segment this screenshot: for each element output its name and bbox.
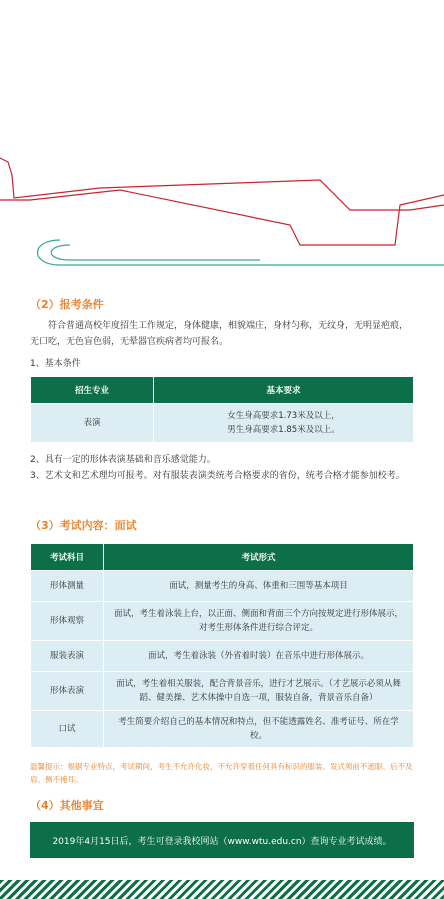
form-cell: 考生简要介绍自己的基本情况和特点，但不能透露姓名、准考证号、所在学校。 [104, 711, 414, 748]
requirement-male: 男生身高要求1.85米及以上。 [227, 425, 340, 435]
red-line-2 [0, 190, 444, 245]
score-query-box [30, 822, 414, 858]
table-row [31, 641, 414, 672]
decorative-lines [0, 0, 444, 280]
table-header-subject: 考试科目 [31, 544, 104, 571]
section3-title: （3）考试内容：面试 [30, 519, 137, 532]
condition-item-3: 3、艺术文和艺术理均可报考。对有服装表演类统考合格要求的省份，统考合格才能参加校考。 [30, 471, 405, 481]
table-header-major: 招生专业 [31, 377, 154, 404]
section2-title: （2）报考条件 [30, 298, 104, 311]
section4-title: （4）其他事宜 [30, 799, 104, 812]
major-cell: 表演 [31, 404, 154, 443]
basic-conditions-label: 1、基本条件 [30, 359, 81, 369]
subject-cell: 形体表演 [31, 672, 104, 711]
table-row [31, 602, 414, 641]
requirement-female: 女生身高要求1.73米及以上， [227, 411, 340, 421]
red-line [0, 158, 444, 210]
table-row [31, 571, 414, 602]
basic-requirements-table [30, 376, 414, 443]
teal-curve [38, 240, 444, 265]
score-query-text: 2019年4月15日后，考生可登录我校网站（www.wtu.edu.cn）查询专业考试成绩。 [52, 836, 392, 847]
subject-cell: 服装表演 [31, 641, 104, 672]
form-cell: 面试，考生着泳装上台，以正面、侧面和背面三个方向按规定进行形体展示，对考生形体条件进行综合评定。 [104, 602, 414, 641]
table-header-requirements: 基本要求 [154, 377, 414, 404]
subject-cell: 形体观察 [31, 602, 104, 641]
footer-stripes [0, 880, 444, 899]
subject-cell: 口试 [31, 711, 104, 748]
subject-cell: 形体测量 [31, 571, 104, 602]
teal-curve-2 [51, 245, 260, 260]
requirements-cell [154, 404, 414, 443]
exam-content-table [30, 543, 414, 748]
section2-intro: 符合普通高校年度招生工作规定，身体健康，相貌端庄，身材匀称，无纹身，无明显疤痕，无口吃，无色盲色弱，无晕器官疾病者均可报名。 [30, 321, 409, 347]
table-header-form: 考试形式 [104, 544, 414, 571]
condition-item-2: 2、具有一定的形体表演基础和音乐感觉能力。 [30, 455, 216, 465]
form-cell: 面试，考生着相关服装，配合背景音乐，进行才艺展示。（才艺展示必须从舞蹈、健美操、艺术体操中自选一项，服装自备，背景音乐自备） [104, 672, 414, 711]
table-row [31, 711, 414, 748]
table-row [31, 404, 414, 443]
table-row [31, 672, 414, 711]
tip-note: 温馨提示：根据专业特点，考试期间，考生不允许化妆，不允许穿着任何具有标识的服装、发式须前不遮眼、后不及肩、侧不掩耳。 [30, 762, 413, 784]
form-cell: 面试，测量考生的身高、体重和三围等基本项目 [104, 571, 414, 602]
form-cell: 面试，考生着泳装（外省着时装）在音乐中进行形体展示。 [104, 641, 414, 672]
